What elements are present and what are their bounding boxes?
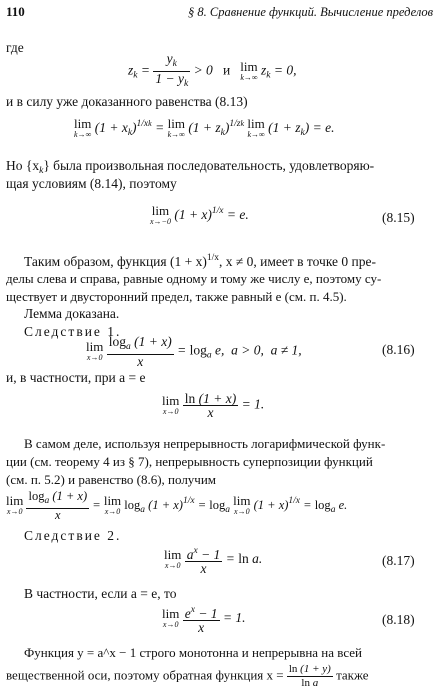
running-header: § 8. Сравнение функций. Вычисление пределов — [188, 5, 434, 19]
eq-number-8-18: (8.18) — [382, 612, 415, 627]
formula-8-18: lim x→0 $\frac{e^x - 1}{x}$ = 1. — [162, 605, 246, 635]
text-lemma-done: Лемма доказана. — [24, 306, 120, 321]
text-corollary-1: Следствие 1. — [24, 324, 122, 339]
text-gde: где — [6, 40, 24, 55]
formula-zk: $z_k$ = $\frac{y_k}{1 - y_k}$ > 0 и lim k→∞ $z_k = 0$, — [128, 51, 297, 89]
text-last-2: вещественной оси, поэтому обратная функция x = $\frac{\ln (1 + y)}{\text{ln a}}$ также — [6, 663, 369, 689]
formula-8-17: lim x→0 $\frac{a^x - 1}{x}$ = ln a. — [164, 546, 263, 576]
text-takim: Таким образом, функция $(1 + x)^{1/x}$, x ≠ 0, имеет в точке 0 пре- — [24, 253, 377, 269]
text-in-particular-1: и, в частности, при a = e — [6, 370, 146, 385]
page-number: 110 — [6, 4, 25, 19]
formula-chain: lim x→0 $\frac{\log_a (1 + x)}{x}$ = lim x→0 $\log_a (1 + x)^{1/x} = \log_a$ lim x→0 $(1 + x)^{1/x} = \log_a e$. — [6, 489, 348, 522]
text-last-1: Функция y = a^x − 1 строго монотонна и непрерывна на всей — [24, 645, 362, 660]
formula-lim-product: lim k→∞ $(1 + x_k)^{1/xk}$ = lim k→∞ $(1 + z_k)^{1/zk}$ lim k→∞ $(1 + z_k) = e$. — [74, 116, 335, 139]
text-proof-1: В самом деле, используя непрерывность логарифмической функ- — [24, 436, 386, 451]
formula-8-16: lim x→0 $\frac{\log_a (1 + x)}{x}$ = $\log_a e$, a > 0, a ≠ 1, — [86, 334, 302, 369]
text-takim-3: ществует и двусторонний предел, также равный e (см. п. 4.5). — [6, 289, 347, 304]
eq-number-8-15: (8.15) — [382, 210, 415, 225]
eq-number-8-17: (8.17) — [382, 553, 415, 568]
formula-ln: lim x→0 $\frac{\ln (1 + x)}{x}$ = 1. — [162, 391, 265, 420]
text-proven: и в силу уже доказанного равенства (8.13) — [6, 94, 248, 109]
text-proof-3: (см. п. 5.2) и равенство (8.6), получим — [6, 472, 217, 487]
text-takim-2: делы слева и справа, равные одному и тому же числу e, поэтому су- — [6, 271, 382, 286]
text-in-particular-2: В частности, если a = e, то — [24, 586, 177, 601]
text-no-xk-2: щая условиям (8.14), поэтому — [6, 176, 177, 191]
eq-number-8-16: (8.16) — [382, 342, 415, 357]
text-proof-2: ции (см. теорему 4 из § 7), непрерывность суперпозиции функций — [6, 454, 373, 469]
formula-8-15: lim x→−0 $(1 + x)^{1/x} = e$. — [150, 203, 249, 226]
text-corollary-2: Следствие 2. — [24, 528, 122, 543]
text-no-xk: Но $\{x_k\}$ была произвольная последовательность, удовлетворяю- — [6, 158, 375, 176]
